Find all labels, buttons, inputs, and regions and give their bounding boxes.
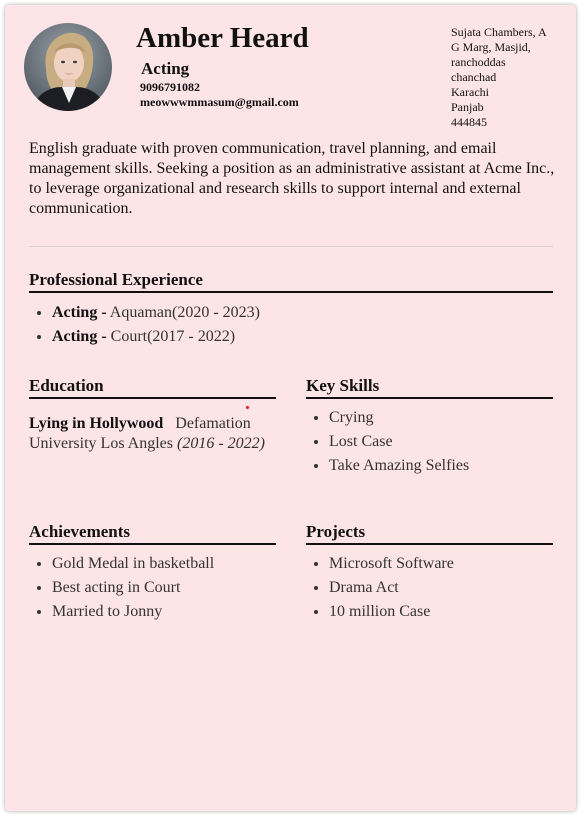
experience-role: Acting <box>52 304 98 321</box>
education-heading: Education <box>29 376 276 399</box>
skills-list <box>306 406 569 478</box>
phone-number: 9096791082 <box>140 80 200 94</box>
list-item: • Best acting in Court <box>52 576 292 600</box>
list-item: • Lost Case <box>329 430 569 454</box>
education-field: Defamation <box>175 415 251 432</box>
candidate-name: Amber Heard <box>136 22 309 54</box>
list-item <box>52 301 552 325</box>
list-item: • Gold Medal in basketball <box>52 552 292 576</box>
experience-list <box>29 301 552 349</box>
education-degree: Lying in Hollywood <box>29 415 164 432</box>
list-item: • 10 million Case <box>329 600 569 624</box>
address-line: ranchoddas <box>451 55 506 69</box>
education-school: University Los Angles <box>29 435 173 452</box>
projects-heading: Projects <box>306 522 553 545</box>
professional-summary: English graduate with proven communication, travel planning, and email management skills. Seeking a position as an administrative assistant at Acme Inc., to leverage organizational and research skills to support internal and external communication. <box>29 140 555 217</box>
address-line: Panjab <box>451 100 484 114</box>
experience-detail: Aquaman(2020 - 2023) <box>109 304 260 321</box>
resume-page <box>5 5 576 811</box>
list-item: • Microsoft Software <box>329 552 569 576</box>
postal-address <box>451 25 561 130</box>
candidate-role: Acting <box>141 59 190 78</box>
list-item: • Crying <box>329 406 569 430</box>
address-line: Sujata Chambers, A <box>451 25 547 39</box>
address-line: G Marg, Masjid, <box>451 40 531 54</box>
list-item: • Drama Act <box>329 576 569 600</box>
skills-heading: Key Skills <box>306 376 553 399</box>
projects-list <box>306 552 569 624</box>
section-divider <box>29 246 553 247</box>
profile-photo <box>24 23 112 111</box>
list-item: • Take Amazing Selfies <box>329 454 569 478</box>
experience-detail: Court(2017 - 2022) <box>110 328 236 345</box>
education-years: (2016 - 2022) <box>177 435 265 452</box>
achievements-list <box>29 552 292 624</box>
address-line: Karachi <box>451 85 489 99</box>
experience-separator: - <box>101 328 107 345</box>
email-address: meowwwmmasum@gmail.com <box>140 95 299 109</box>
achievements-heading: Achievements <box>29 522 276 545</box>
education-entry <box>29 414 279 454</box>
experience-heading: Professional Experience <box>29 270 553 293</box>
list-item: • Married to Jonny <box>52 600 292 624</box>
red-dot-mark <box>246 406 249 409</box>
address-line: chanchad <box>451 70 497 84</box>
experience-separator: - <box>101 304 107 321</box>
profile-portrait-image <box>24 23 112 111</box>
list-item <box>52 325 552 349</box>
address-line: 444845 <box>451 115 487 129</box>
experience-role: Acting <box>52 328 98 345</box>
